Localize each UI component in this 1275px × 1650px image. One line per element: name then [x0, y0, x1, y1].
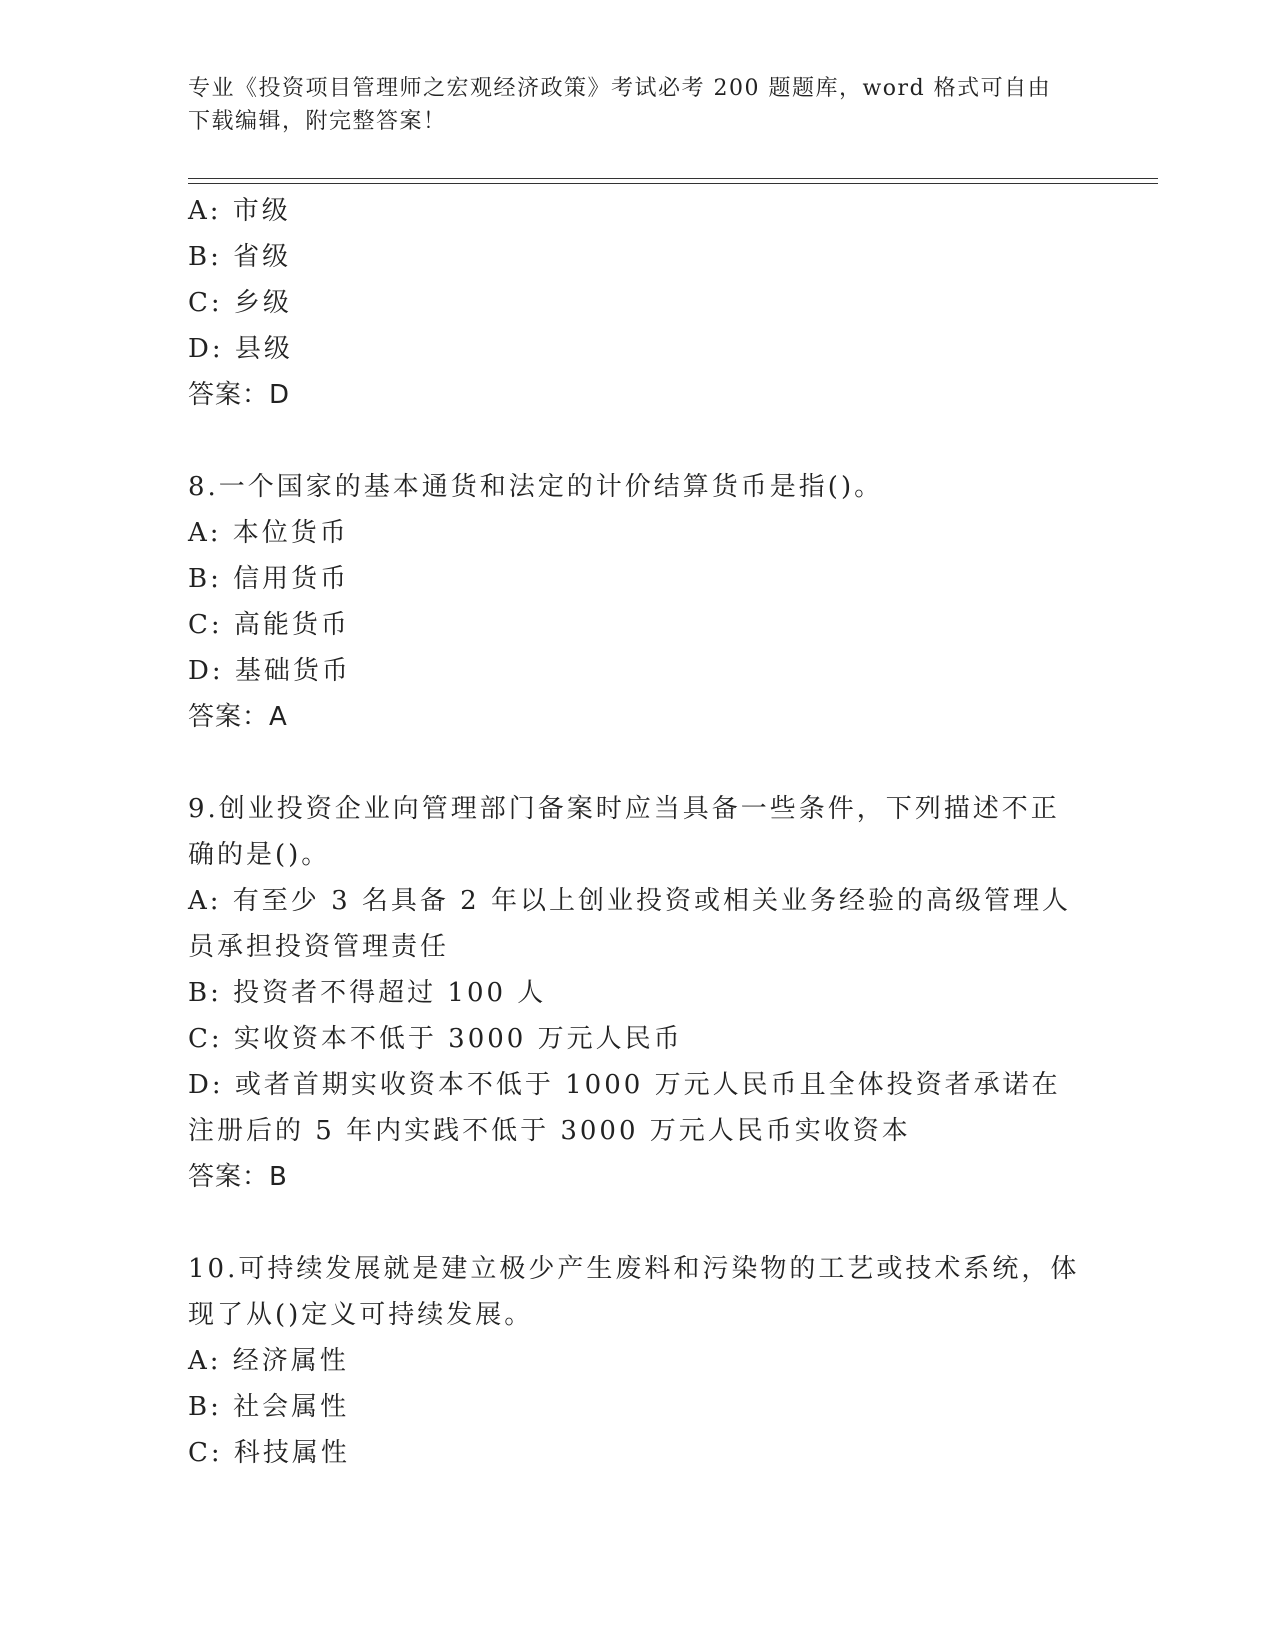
question-text: 9.创业投资企业向管理部门备案时应当具备一些条件，下列描述不正确的是()。 [188, 794, 1060, 870]
option-line: B: 信用货币 [188, 564, 350, 594]
option-line: B: 省级 [188, 242, 292, 272]
document-header [188, 72, 1068, 138]
option-line: C: 科技属性 [188, 1438, 350, 1468]
spacer [188, 740, 1088, 786]
option-line: B: 投资者不得超过 100 人 [188, 978, 547, 1008]
question-text: 8.一个国家的基本通货和法定的计价结算货币是指()。 [188, 472, 884, 502]
option-line: C: 高能货币 [188, 610, 350, 640]
header-rule-bottom [188, 183, 1158, 184]
header-rule-top [188, 178, 1158, 179]
option-line: A: 本位货币 [188, 518, 349, 548]
answer-line: 答案：D [188, 380, 291, 410]
answer-line: 答案：A [188, 702, 288, 732]
option-line: D: 或者首期实收资本不低于 1000 万元人民币且全体投资者承诺在注册后的 5 年内实践不低于 3000 万元人民币实收资本 [188, 1070, 1061, 1146]
option-line: C: 实收资本不低于 3000 万元人民币 [188, 1024, 683, 1054]
header-line-2: 下载编辑，附完整答案！ [188, 109, 447, 134]
option-line: A: 经济属性 [188, 1346, 349, 1376]
answer-line: 答案：B [188, 1162, 288, 1192]
option-line: A: 市级 [188, 196, 291, 226]
option-line: B: 社会属性 [188, 1392, 350, 1422]
option-line: C: 乡级 [188, 288, 292, 318]
question-text: 10.可持续发展就是建立极少产生废料和污染物的工艺或技术系统，体现了从()定义可持续发展。 [188, 1254, 1080, 1330]
option-line: A: 有至少 3 名具备 2 年以上创业投资或相关业务经验的高级管理人员承担投资管理责任 [188, 886, 1071, 962]
option-line: D: 基础货币 [188, 656, 351, 686]
spacer [188, 418, 1088, 464]
document-body [188, 188, 1088, 1476]
option-line: D: 县级 [188, 334, 293, 364]
spacer [188, 1200, 1088, 1246]
header-line-1: 专业《投资项目管理师之宏观经济政策》考试必考 200 题题库，word 格式可自由 [188, 76, 1052, 101]
